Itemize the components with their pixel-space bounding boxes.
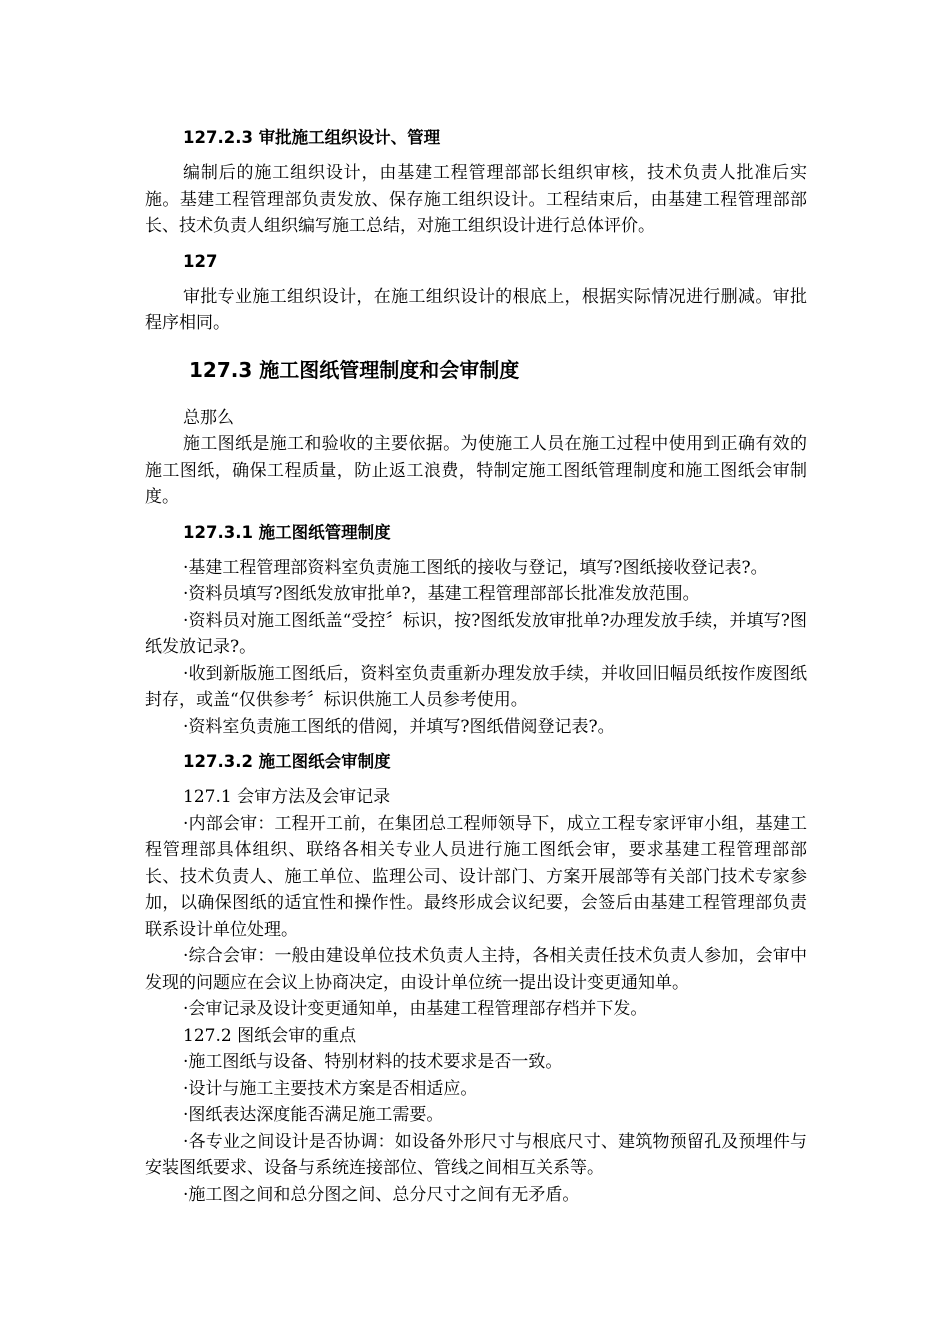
mgmt-item: ·收到新版施工图纸后，资料室负责重新办理发放手续，并收回旧幅员纸按作废图纸封存，或盖“仅供参考〞标识供施工人员参考使用。 <box>145 663 807 710</box>
review-line: ·综合会审：一般由建设单位技术负责人主持，各相关责任技术负责人参加，会审中发现的问题应在会议上协商决定，由设计单位统一提出设计变更通知单。 <box>145 946 807 993</box>
section-heading-127-2-3: 127.2.3 审批施工组织设计、管理 <box>183 128 441 147</box>
mgmt-item: ·资料员对施工图纸盖“受控〞标识，按?图纸发放审批单?办理发放手续，并填写?图纸发放记录?。 <box>145 610 807 657</box>
mgmt-item: ·资料员填写?图纸发放审批单?，基建工程管理部部长批准发放范围。 <box>183 584 700 604</box>
general-label: 总那么 <box>183 407 234 428</box>
review-line: 127.1 会审方法及会审记录 <box>183 787 391 807</box>
review-line: ·内部会审：工程开工前，在集团总工程师领导下，成立工程专家评审小组，基建工程管理部具体组织、联络各相关专业人员进行施工图纸会审，要求基建工程管理部部长、技术负责人、施工单位、监理公司、设计部门、方案开展部等有关部门技术专家参加，以确保图纸的适宜性和操作性。最终形成会议纪要，会签后由基建工程管理部负责联系设计单位处理。 <box>145 813 807 940</box>
section-heading-127-3-2: 127.3.2 施工图纸会审制度 <box>183 752 391 771</box>
review-line: ·图纸表达深度能否满足施工需要。 <box>183 1105 444 1125</box>
mgmt-item: ·资料室负责施工图纸的借阅，并填写?图纸借阅登记表?。 <box>183 716 615 737</box>
paragraph-general: 施工图纸是施工和验收的主要依据。为使施工人员在施工过程中使用到正确有效的施工图纸，确保工程质量，防止返工浪费，特制定施工图纸管理制度和施工图纸会审制度。 <box>145 434 807 507</box>
section-heading-127: 127 <box>183 251 218 271</box>
review-line: ·施工图纸与设备、特别材料的技术要求是否一致。 <box>183 1052 563 1072</box>
review-line: ·设计与施工主要技术方案是否相适应。 <box>183 1078 478 1099</box>
mgmt-item: ·基建工程管理部资料室负责施工图纸的接收与登记，填写?图纸接收登记表?。 <box>183 557 768 578</box>
review-line: ·施工图之间和总分图之间、总分尺寸之间有无矛盾。 <box>183 1184 580 1205</box>
review-line: ·会审记录及设计变更通知单，由基建工程管理部存档并下发。 <box>183 999 648 1019</box>
section-heading-127-3: 127.3 施工图纸管理制度和会审制度 <box>189 357 520 382</box>
section-heading-127-3-1: 127.3.1 施工图纸管理制度 <box>183 522 391 542</box>
paragraph-special-approval: 审批专业施工组织设计，在施工组织设计的根底上，根据实际情况进行删减。审批程序相同。 <box>145 286 807 333</box>
paragraph-approval: 编制后的施工组织设计，由基建工程管理部部长组织审核，技术负责人批准后实施。基建工程管理部负责发放、保存施工组织设计。工程结束后，由基建工程管理部部长、技术负责人组织编写施工总结，对施工组织设计进行总体评价。 <box>145 163 807 236</box>
review-line: 127.2 图纸会审的重点 <box>183 1025 357 1046</box>
review-line: ·各专业之间设计是否协调：如设备外形尺寸与根底尺寸、建筑物预留孔及预埋件与安装图纸要求、设备与系统连接部位、管线之间相互关系等。 <box>145 1131 807 1178</box>
